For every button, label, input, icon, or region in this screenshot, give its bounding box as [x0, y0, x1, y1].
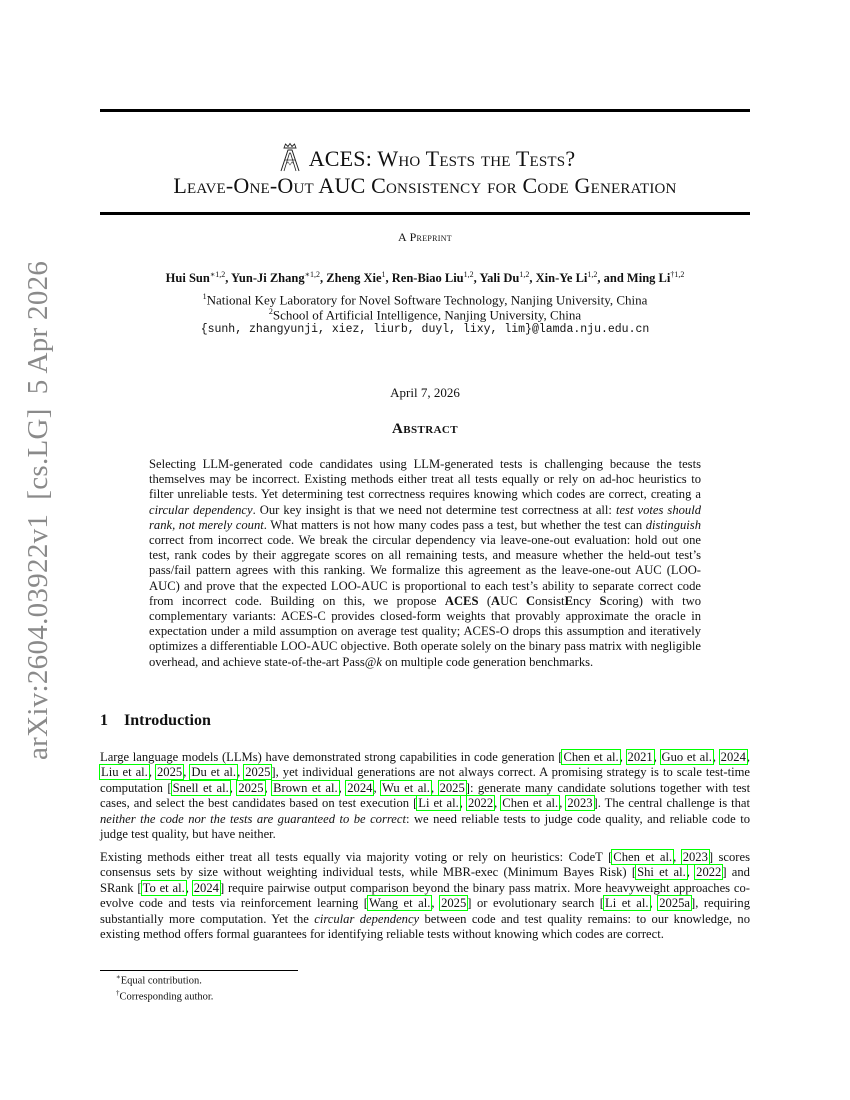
- citation-link[interactable]: 2025: [157, 765, 183, 780]
- footnote-equal-contribution: [116, 973, 202, 987]
- footnote-corresponding-author: [116, 989, 213, 1003]
- affiliation-text: National Key Laboratory for Novel Software Technology, Nanjing University, China: [206, 292, 648, 308]
- arxiv-id: arXiv:2604.03922v1: [22, 513, 54, 760]
- title-line-1: [100, 142, 750, 172]
- citation-link[interactable]: Chen et al.: [502, 796, 559, 811]
- citation-link[interactable]: 2025: [441, 896, 467, 911]
- intro-paragraph-2: Existing methods either treat all tests equally via majority voting or rely on heuristics: CodeT [Chen et al., 2023] scores consensus sets by size without weighting individual tests, while MBR-exec (Minimum Bayes Risk) [Shi et al., 2022] and SRank [To et al., 2024] require pairwise output comparison beyond the binary pass matrix. More heavyweight approaches co-evolve code and tests via reinforcement learning [Wang et al., 2025] or evolutionary search [Li et al., 2025a], requiring substantially more computation. Yet the circular dependency between code and test quality remains: to our knowledge, no existing method offers formal guarantees for identifying reliable tests without knowing which codes are correct.: [100, 850, 751, 942]
- paper-title: [100, 142, 750, 199]
- citation-link[interactable]: 2024: [720, 750, 746, 764]
- author-list: Hui Sun$^{∗1,2}$, Yun-Ji Zhang$^{∗1,2}$, Zheng Xie$^1$, Ren-Biao Liu$^{1,2}$, Yali Du$^{1,2}$, Xin-Ye Li$^{1,2}$, and Ming Li$^{\dagger 1,2}$: [165, 270, 685, 286]
- affiliation-mark: 1: [202, 292, 207, 301]
- emphasis-text: neither the code nor the tests are guaranteed to be correct: [100, 811, 406, 826]
- section-heading-introduction: [100, 712, 211, 730]
- author-name: Hui Sun: [165, 271, 210, 286]
- affiliation-mark: 2: [268, 307, 273, 316]
- author-name: Zheng Xie: [326, 271, 382, 286]
- preprint-label: A Preprint: [397, 230, 452, 244]
- citation-link[interactable]: Du et al.: [191, 765, 237, 780]
- crowned-a-logo-icon: [275, 142, 305, 172]
- citation-link[interactable]: Guo et al.: [661, 750, 712, 764]
- citation-link[interactable]: 2023: [682, 850, 708, 864]
- citation-link[interactable]: 2021: [627, 750, 653, 764]
- citation-link[interactable]: 2022: [696, 865, 722, 880]
- citation-link[interactable]: 2025: [245, 765, 271, 780]
- citation-link[interactable]: Snell et al.: [172, 780, 229, 795]
- abstract-body: Selecting LLM-generated code candidates using LLM-generated tests is challenging because the tests themselves may be incorrect. Existing methods either treat all tests equally or rely on ad-hoc heuristics to filter unreliable tests. Yet determining test correctness requires knowing which codes are correct, creating a circular dependency. Our key insight is that we need not determine test correctness at all: test votes should rank, not merely count. What matters is not how many codes pass a test, but whether the test can distinguish correct from incorrect code. We break the circular dependency via leave-one-out evaluation: hold out one test, rank codes by their aggregate scores on all remaining tests, and measure whether the held-out test’s pass/fail pattern agrees with this ranking. We formalize this agreement as the leave-one-out AUC (LOO-AUC) and prove that the expected LOO-AUC is proportional to each test’s ability to separate correct code from incorrect code. Building on this, we propose ACES (AUC ConsistEncy Scoring) with two complementary variants: ACES-C provides closed-form weights that provably approximate the oracle in expectation under a mild assumption on average test quality; ACES-O drops this assumption and iteratively optimizes a differentiable LOO-AUC objective. Both operate solely on the binary pass matrix with negligible overhead, and achieve state-of-the-art Pass@k on multiple code generation benchmarks.: [149, 457, 702, 669]
- author-emails: {sunh, zhangyunji, xiez, liurb, duyl, lixy, lim}@lamda.nju.edu.cn: [200, 323, 650, 336]
- author-affiliation-mark: ∗1,2: [304, 270, 321, 279]
- arxiv-side-stamp: [22, 247, 55, 760]
- citation-link[interactable]: 2022: [467, 796, 494, 811]
- footnote-rule: [100, 970, 298, 971]
- author-name: Yali Du: [479, 271, 520, 286]
- title-line1-rest: : Who Tests the Tests?: [365, 146, 576, 171]
- bold-text: A: [491, 593, 501, 608]
- citation-link[interactable]: To et al.: [142, 880, 185, 895]
- citation-link[interactable]: Chen et al.: [613, 850, 673, 864]
- author-name: Yun-Ji Zhang: [231, 271, 305, 286]
- bold-text: E: [564, 593, 573, 608]
- emphasis-text: circular dependency: [314, 911, 420, 926]
- bold-text: C: [526, 593, 536, 608]
- footnote-mark: †: [116, 989, 120, 997]
- emphasis-text: test votes should rank, not merely count: [149, 502, 702, 532]
- emphasis-text: distinguish: [645, 517, 702, 532]
- citation-link[interactable]: 2023: [567, 796, 593, 811]
- author-affiliation-mark: ∗1,2: [209, 270, 226, 279]
- bold-text: ACES: [444, 593, 479, 608]
- arxiv-category: [cs.LG]: [22, 408, 54, 500]
- emphasis-text: k: [376, 654, 382, 669]
- footnote-text: Equal contribution.: [120, 975, 202, 987]
- affiliation-1: [100, 292, 750, 308]
- author-name: and Ming Li: [603, 271, 671, 286]
- author-affiliation-mark: 1: [381, 270, 386, 279]
- citation-link[interactable]: Liu et al.: [101, 765, 148, 780]
- author-affiliation-mark: 1,2: [587, 270, 598, 279]
- intro-paragraph-1: Large language models (LLMs) have demonstrated strong capabilities in code generation [Chen et al., 2021, Guo et al., 2024, Liu et al., 2025, Du et al., 2025], yet individual generations are not always correct. A promising strategy is to scale test-time computation [Snell et al., 2025, Brown et al., 2024, Wu et al., 2025]: generate many candidate solutions together with test cases, and select the best candidates based on test execution [Li et al., 2022, Chen et al., 2023]. The central challenge is that neither the code nor the tests are guaranteed to be correct: we need reliable tests to judge code quality, and reliable code to judge test quality, but have neither.: [100, 750, 751, 842]
- author-name: Xin-Ye Li: [535, 271, 588, 286]
- citation-link[interactable]: Chen et al.: [563, 750, 619, 764]
- citation-link[interactable]: 2025: [439, 780, 465, 795]
- citation-link[interactable]: 2024: [193, 880, 219, 895]
- footnote-mark: ∗: [116, 973, 121, 981]
- title-acronym: ACES: [308, 146, 366, 171]
- citation-link[interactable]: 2025: [238, 780, 264, 795]
- affiliation-text: School of Artificial Intelligence, Nanjing University, China: [272, 307, 582, 323]
- citation-link[interactable]: Wang et al.: [368, 896, 431, 911]
- paper-date: April 7, 2026: [390, 385, 460, 400]
- author-affiliation-mark: 1,2: [463, 270, 474, 279]
- citation-link[interactable]: Li et al.: [418, 796, 459, 811]
- section-number: 1: [100, 712, 108, 729]
- title-line-2: Leave-One-Out AUC Consistency for Code Generation: [173, 173, 677, 198]
- emphasis-text: circular dependency: [149, 502, 253, 517]
- citation-link[interactable]: Li et al.: [605, 896, 649, 911]
- citation-link[interactable]: 2024: [347, 780, 373, 795]
- title-top-rule: [100, 109, 750, 112]
- footnote-text: Corresponding author.: [119, 991, 214, 1003]
- section-title: Introduction: [124, 712, 211, 729]
- citation-link[interactable]: Brown et al.: [273, 780, 338, 795]
- author-affiliation-mark: 1,2: [519, 270, 530, 279]
- author-name: Ren-Biao Liu: [391, 271, 464, 286]
- author-affiliation-mark: †1,2: [670, 270, 685, 279]
- bold-text: S: [599, 593, 607, 608]
- arxiv-date: 5 Apr 2026: [22, 260, 54, 395]
- citation-link[interactable]: 2025a: [659, 896, 690, 911]
- affiliation-2: [100, 307, 750, 323]
- title-bottom-rule: [100, 212, 750, 215]
- citation-link[interactable]: Wu et al.: [382, 780, 430, 795]
- citation-link[interactable]: Shi et al.: [637, 865, 686, 880]
- abstract-heading: Abstract: [392, 421, 458, 437]
